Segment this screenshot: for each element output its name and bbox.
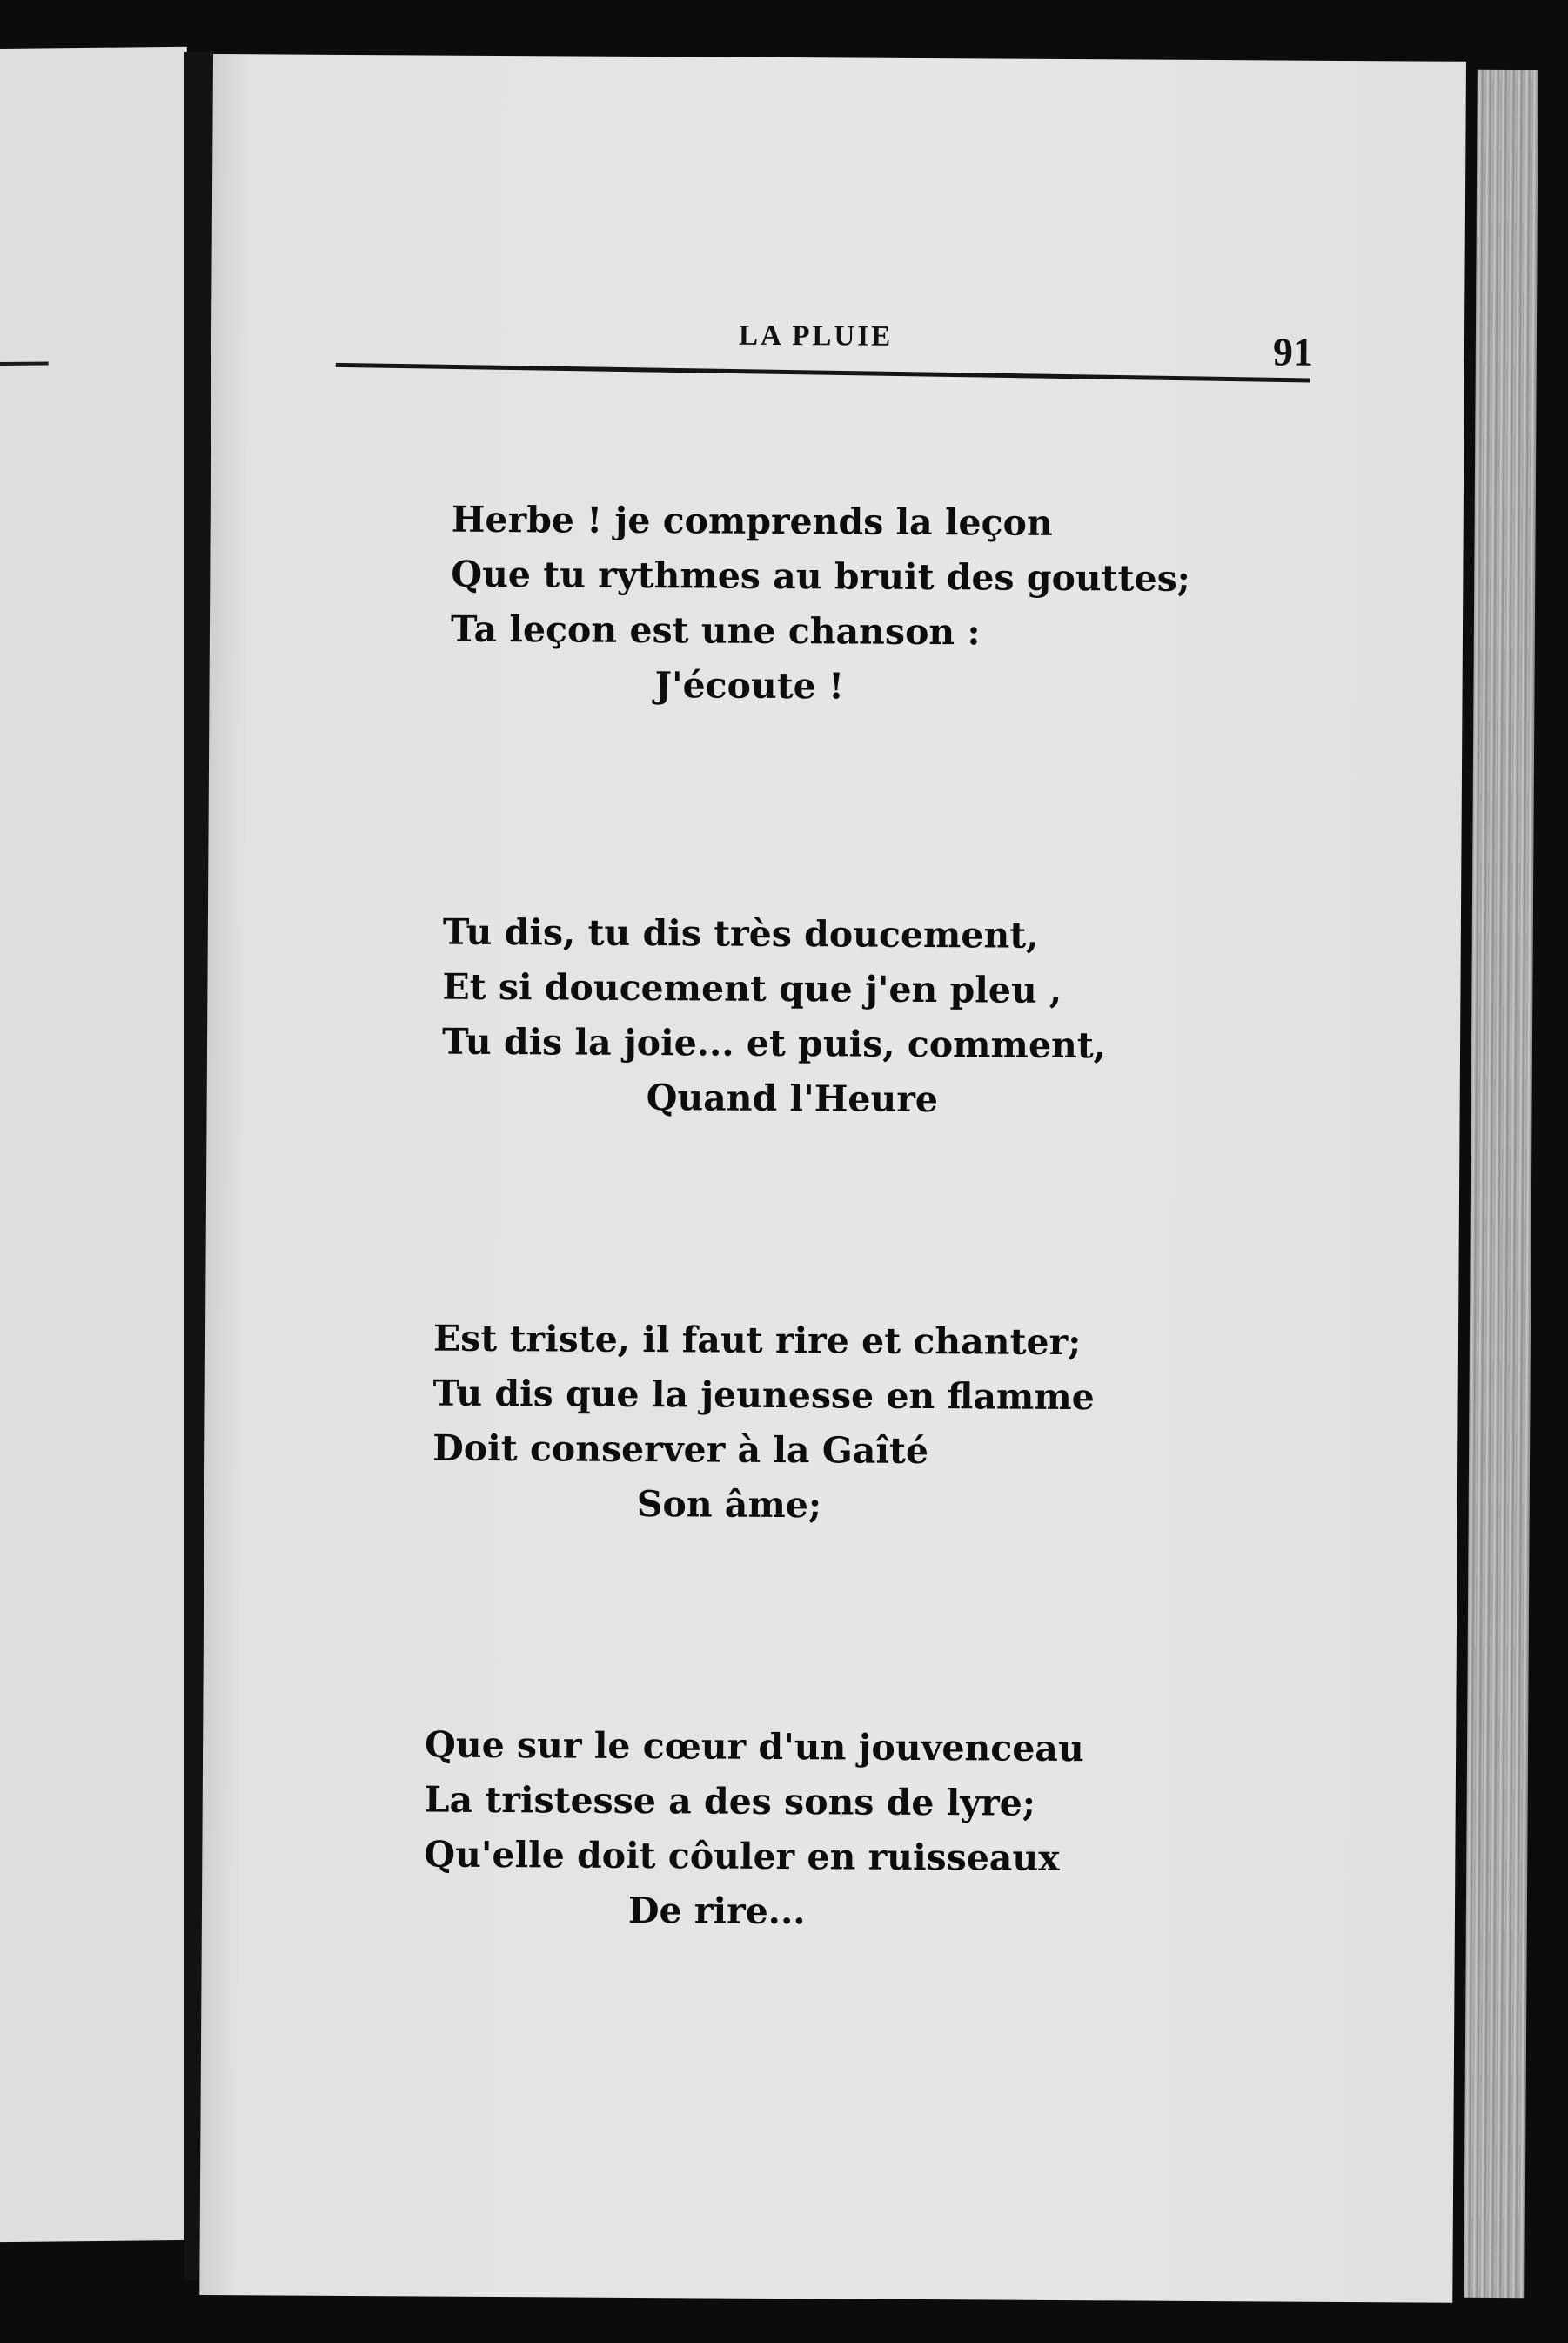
verse-line: Ta leçon est une chanson : xyxy=(450,608,981,654)
verse-line: Que tu rythmes au bruit des gouttes; xyxy=(451,553,1191,600)
page-number: 91 xyxy=(1272,329,1314,374)
header-rule xyxy=(336,363,1310,383)
stanza-1 xyxy=(450,493,1190,716)
verse-line-indented: Son âme; xyxy=(636,1483,822,1527)
verse-line: Tu dis la joie... et puis, comment, xyxy=(441,1020,1107,1067)
verse-line: Que sur le cœur d'un jouvenceau xyxy=(424,1723,1084,1770)
verse-line-indented: J'écoute ! xyxy=(654,664,845,708)
running-head: LA PLUIE xyxy=(738,319,894,352)
verse-line: Herbe ! je comprends la leçon xyxy=(451,498,1053,544)
page-content xyxy=(199,54,1466,2303)
stanza-4 xyxy=(424,1718,1084,1942)
verse-line: Tu dis que la jeunesse en flamme xyxy=(432,1372,1095,1419)
left-page-edge xyxy=(0,47,210,2242)
verse-line-indented: De rire... xyxy=(627,1889,806,1933)
verse-line: Est triste, il faut rire et chanter; xyxy=(432,1317,1082,1364)
verse-line: Et si doucement que j'en pleu , xyxy=(442,965,1062,1011)
left-page-header-rule xyxy=(0,361,49,366)
verse-line: Doit conserver à la Gaîté xyxy=(432,1427,929,1473)
verse-line-indented: Quand l'Heure xyxy=(646,1077,939,1121)
right-page xyxy=(199,54,1466,2303)
page-stack-edges xyxy=(1464,70,1538,2298)
verse-line: Tu dis, tu dis très doucement, xyxy=(442,910,1039,957)
stanza-2 xyxy=(441,905,1106,1129)
stanza-3 xyxy=(432,1312,1096,1535)
verse-line: La tristesse a des sons de lyre; xyxy=(424,1778,1036,1824)
verse-line: Qu'elle doit côuler en ruisseaux xyxy=(424,1833,1060,1879)
